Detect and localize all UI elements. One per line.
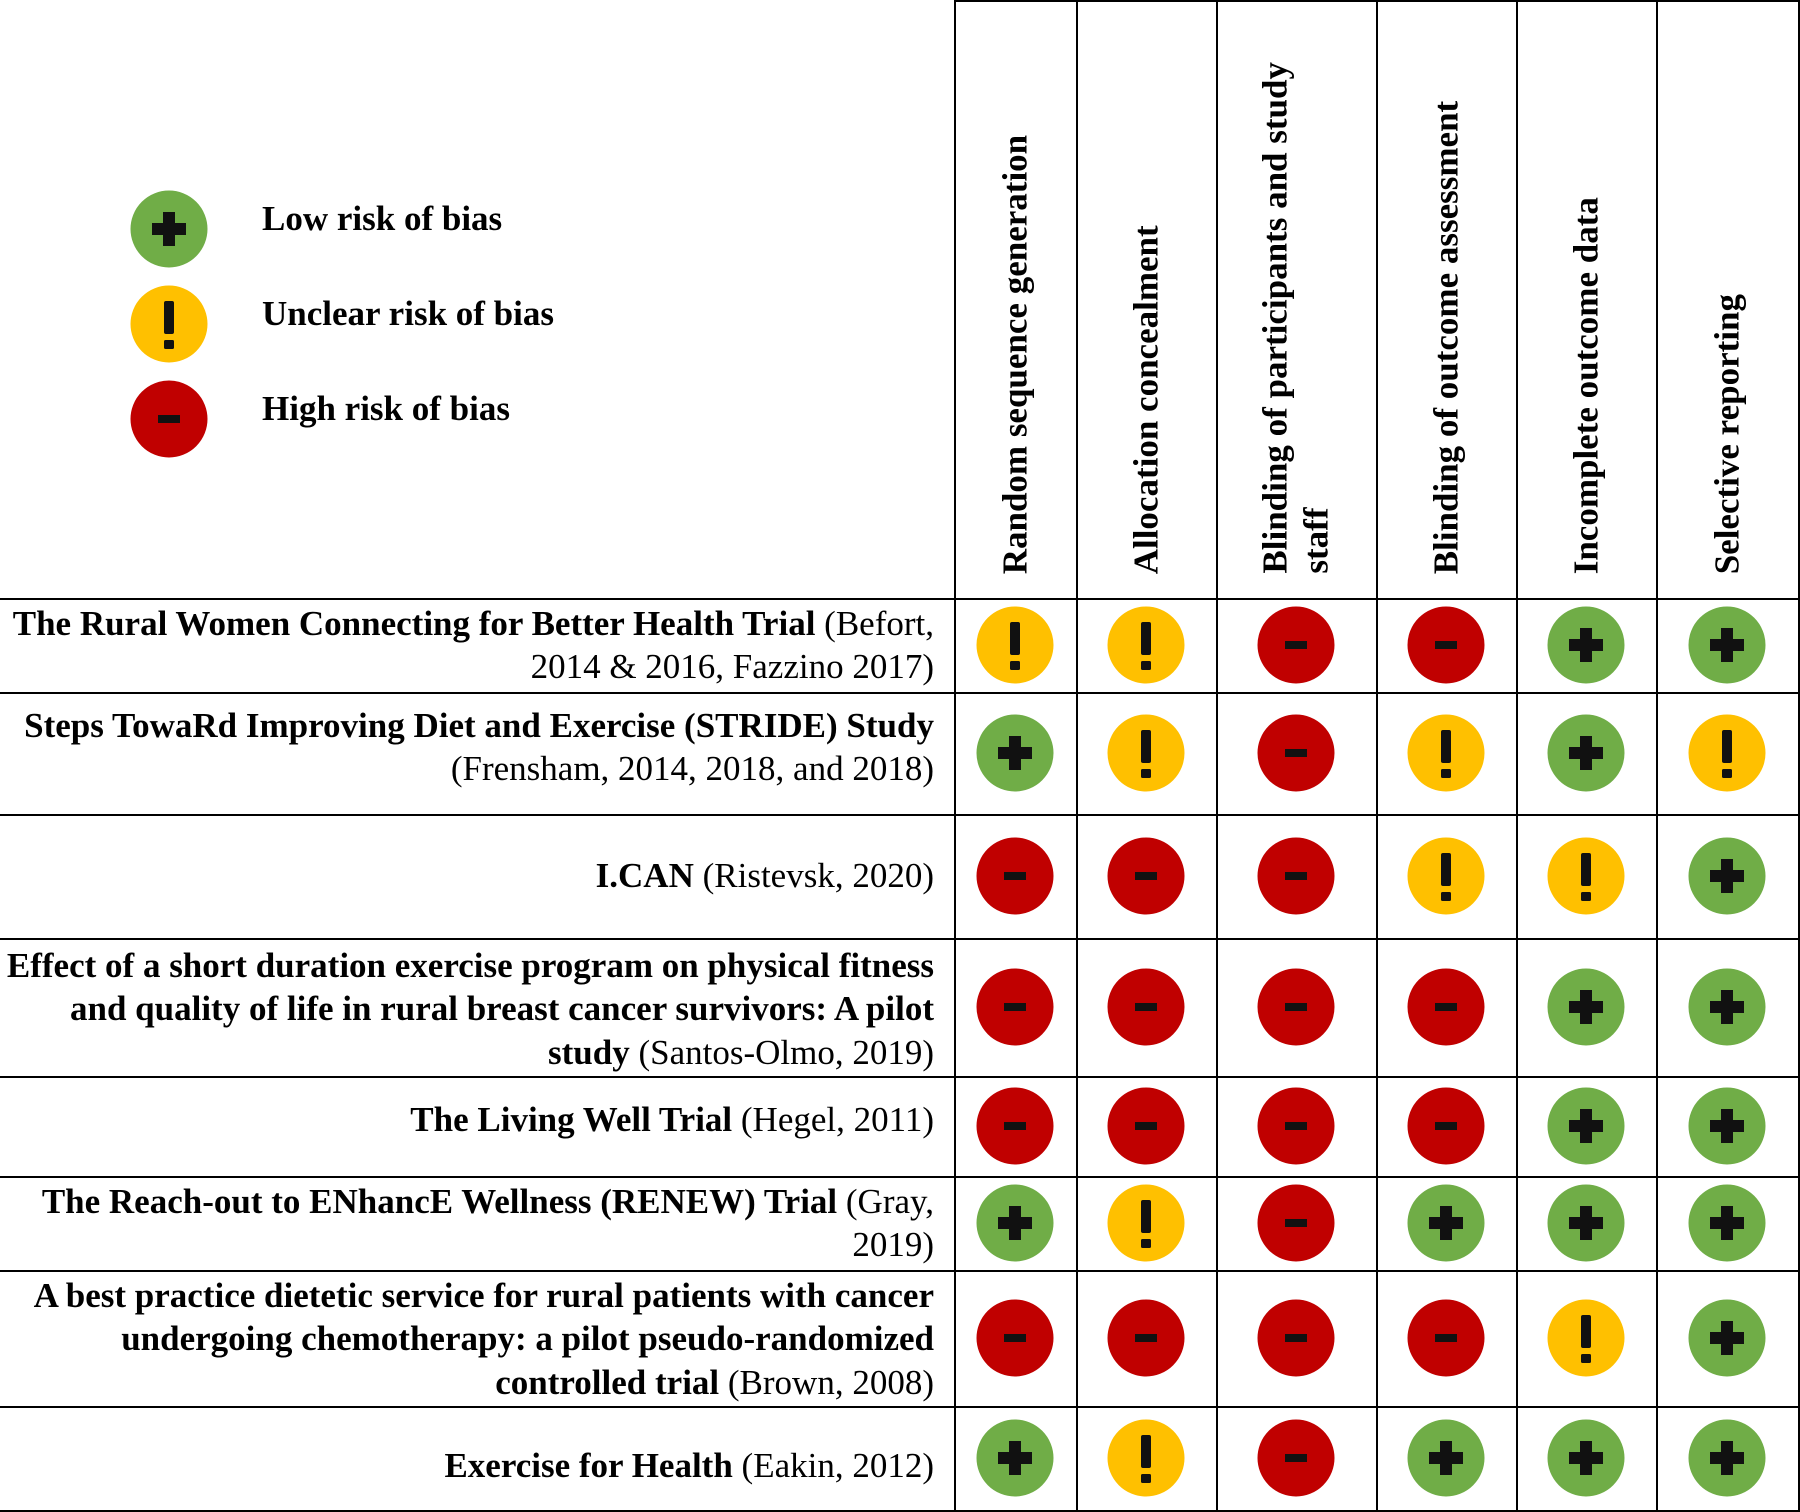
legend-item-high: [130, 380, 850, 460]
low-risk-icon: [1547, 1419, 1625, 1497]
low-risk-icon: [1688, 837, 1766, 915]
risk-cell-row-5-col-3: [1216, 1076, 1376, 1176]
unclear-risk-icon: [976, 606, 1054, 684]
column-header-6: [1656, 0, 1798, 598]
risk-cell-row-2-col-6: [1656, 692, 1798, 814]
risk-cell-row-5-col-2: [1076, 1076, 1216, 1176]
legend: [130, 190, 850, 450]
low-risk-icon: [1547, 968, 1625, 1046]
high-risk-icon: [1107, 1087, 1185, 1165]
risk-cell-row-1-col-3: [1216, 598, 1376, 692]
high-risk-icon: [1257, 1419, 1335, 1497]
risk-cell-row-7-col-4: [1376, 1270, 1516, 1406]
risk-cell-row-6-col-1: [954, 1176, 1076, 1270]
high-risk-icon: [1257, 714, 1335, 792]
study-title: I.CAN: [595, 856, 694, 895]
risk-cell-row-1-col-6: [1656, 598, 1798, 692]
unclear-risk-icon: [1107, 1419, 1185, 1497]
risk-cell-row-4-col-5: [1516, 938, 1656, 1076]
unclear-risk-icon: [1407, 714, 1485, 792]
study-citation: (Ristevsk, 2020): [702, 856, 934, 895]
study-label-row-4: [0, 944, 934, 1076]
low-risk-icon: [1688, 606, 1766, 684]
legend-label: Unclear risk of bias: [262, 294, 554, 333]
risk-cell-row-7-col-3: [1216, 1270, 1376, 1406]
risk-cell-row-1-col-5: [1516, 598, 1656, 692]
low-risk-icon: [1547, 1087, 1625, 1165]
study-citation: (Gray, 2019): [845, 1182, 934, 1265]
study-label-row-2: [0, 704, 934, 812]
study-citation: (Hegel, 2011): [740, 1100, 934, 1139]
study-citation: (Eakin, 2012): [741, 1446, 934, 1485]
low-risk-icon: [1688, 1184, 1766, 1262]
risk-cell-row-2-col-5: [1516, 692, 1656, 814]
low-risk-icon: [1688, 968, 1766, 1046]
column-header-3: [1216, 0, 1376, 598]
risk-cell-row-2-col-4: [1376, 692, 1516, 814]
unclear-risk-icon: [1107, 606, 1185, 684]
risk-cell-row-8-col-4: [1376, 1406, 1516, 1510]
risk-cell-row-6-col-6: [1656, 1176, 1798, 1270]
study-title: Steps TowaRd Improving Diet and Exercise (STRIDE) Study: [24, 706, 934, 745]
low-risk-icon: [1688, 1299, 1766, 1377]
risk-cell-row-4-col-3: [1216, 938, 1376, 1076]
unclear-risk-icon: [1547, 1299, 1625, 1377]
low-risk-icon: [1547, 714, 1625, 792]
high-risk-icon: [976, 1087, 1054, 1165]
high-risk-icon: [976, 837, 1054, 915]
high-risk-icon: [976, 968, 1054, 1046]
low-risk-icon: [1547, 1184, 1625, 1262]
unclear-risk-icon: [1107, 1184, 1185, 1262]
risk-cell-row-2-col-1: [954, 692, 1076, 814]
unclear-risk-icon: [1688, 714, 1766, 792]
risk-cell-row-7-col-6: [1656, 1270, 1798, 1406]
study-title: Effect of a short duration exercise program on physical fitness and quality of life in rural breast cancer survivors: A pilot study: [6, 946, 934, 1072]
high-risk-icon: [1107, 968, 1185, 1046]
risk-cell-row-8-col-5: [1516, 1406, 1656, 1510]
risk-cell-row-3-col-4: [1376, 814, 1516, 938]
risk-cell-row-8-col-6: [1656, 1406, 1798, 1510]
risk-cell-row-5-col-1: [954, 1076, 1076, 1176]
risk-cell-row-7-col-5: [1516, 1270, 1656, 1406]
unclear-risk-icon: [1107, 714, 1185, 792]
study-title: The Rural Women Connecting for Better Health Trial: [12, 604, 816, 643]
study-citation: (Santos-Olmo, 2019): [638, 1032, 934, 1072]
column-header-label: Selective reporting: [1707, 293, 1747, 574]
risk-cell-row-3-col-6: [1656, 814, 1798, 938]
high-risk-icon: [1257, 606, 1335, 684]
risk-cell-row-6-col-3: [1216, 1176, 1376, 1270]
risk-cell-row-6-col-5: [1516, 1176, 1656, 1270]
high-risk-icon: [1257, 968, 1335, 1046]
column-header-4: [1376, 0, 1516, 598]
legend-item-low: [130, 190, 850, 270]
risk-cell-row-1-col-4: [1376, 598, 1516, 692]
study-label-row-6: [0, 1180, 934, 1274]
high-risk-icon: [1407, 968, 1485, 1046]
column-header-5: [1516, 0, 1656, 598]
study-label-row-1: [0, 602, 934, 692]
high-risk-icon: [1257, 1299, 1335, 1377]
high-risk-icon: [1257, 837, 1335, 915]
high-risk-icon: [1257, 1087, 1335, 1165]
low-risk-icon: [976, 714, 1054, 792]
risk-cell-row-5-col-6: [1656, 1076, 1798, 1176]
risk-cell-row-4-col-6: [1656, 938, 1798, 1076]
risk-cell-row-4-col-1: [954, 938, 1076, 1076]
low-risk-icon: [1407, 1184, 1485, 1262]
low-risk-icon: [976, 1419, 1054, 1497]
legend-label: Low risk of bias: [262, 199, 503, 238]
risk-cell-row-3-col-5: [1516, 814, 1656, 938]
low-risk-icon: [1407, 1419, 1485, 1497]
high-risk-icon: [130, 380, 208, 458]
unclear-risk-icon: [130, 285, 208, 363]
study-label-row-3: [0, 854, 934, 906]
legend-label: High risk of bias: [262, 389, 510, 428]
study-title: The Reach-out to ENhancE Wellness (RENEW) Trial: [41, 1182, 838, 1221]
legend-item-unclear: [130, 285, 850, 365]
column-header-2: [1076, 0, 1216, 598]
risk-cell-row-7-col-2: [1076, 1270, 1216, 1406]
study-title: Exercise for Health: [444, 1446, 733, 1485]
column-header-label: Blinding of participants and study staff: [1255, 62, 1336, 574]
low-risk-icon: [976, 1184, 1054, 1262]
risk-cell-row-4-col-4: [1376, 938, 1516, 1076]
risk-cell-row-4-col-2: [1076, 938, 1216, 1076]
risk-cell-row-6-col-4: [1376, 1176, 1516, 1270]
column-header-label: Blinding of outcome assessment: [1426, 100, 1466, 574]
low-risk-icon: [1688, 1419, 1766, 1497]
risk-cell-row-8-col-1: [954, 1406, 1076, 1510]
risk-cell-row-3-col-1: [954, 814, 1076, 938]
study-citation: (Frensham, 2014, 2018, and 2018): [450, 749, 934, 789]
low-risk-icon: [1547, 606, 1625, 684]
high-risk-icon: [1407, 1299, 1485, 1377]
risk-cell-row-3-col-2: [1076, 814, 1216, 938]
high-risk-icon: [1407, 1087, 1485, 1165]
column-header-label: Allocation concealment: [1126, 225, 1166, 574]
high-risk-icon: [976, 1299, 1054, 1377]
risk-cell-row-1-col-1: [954, 598, 1076, 692]
risk-cell-row-5-col-5: [1516, 1076, 1656, 1176]
risk-cell-row-7-col-1: [954, 1270, 1076, 1406]
low-risk-icon: [130, 190, 208, 268]
column-header-1: [954, 0, 1076, 598]
study-citation: (Befort, 2014 & 2016, Fazzino 2017): [530, 604, 934, 687]
unclear-risk-icon: [1407, 837, 1485, 915]
risk-cell-row-8-col-3: [1216, 1406, 1376, 1510]
study-label-row-8: [0, 1444, 934, 1496]
study-citation: (Brown, 2008): [727, 1362, 934, 1402]
risk-cell-row-3-col-3: [1216, 814, 1376, 938]
study-label-row-7: [0, 1274, 934, 1410]
low-risk-icon: [1688, 1087, 1766, 1165]
study-label-row-5: [0, 1098, 934, 1148]
unclear-risk-icon: [1547, 837, 1625, 915]
study-title: A best practice dietetic service for rural patients with cancer undergoing chemotherapy: a pilot pseudo-randomized controlled trial: [33, 1276, 934, 1402]
risk-cell-row-8-col-2: [1076, 1406, 1216, 1510]
high-risk-icon: [1107, 837, 1185, 915]
high-risk-icon: [1257, 1184, 1335, 1262]
column-header-label: Incomplete outcome data: [1566, 196, 1606, 574]
risk-cell-row-6-col-2: [1076, 1176, 1216, 1270]
risk-cell-row-5-col-4: [1376, 1076, 1516, 1176]
risk-cell-row-2-col-3: [1216, 692, 1376, 814]
high-risk-icon: [1407, 606, 1485, 684]
risk-cell-row-1-col-2: [1076, 598, 1216, 692]
column-header-label: Random sequence generation: [995, 134, 1035, 574]
study-title: The Living Well Trial: [410, 1100, 733, 1139]
high-risk-icon: [1107, 1299, 1185, 1377]
risk-cell-row-2-col-2: [1076, 692, 1216, 814]
